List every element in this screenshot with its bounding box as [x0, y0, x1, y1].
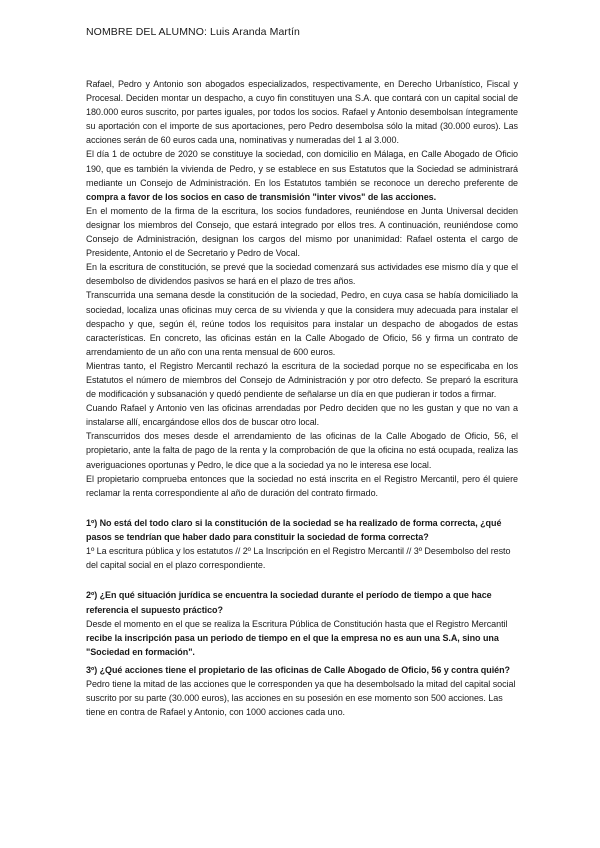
answer-2-bold: recibe la inscripción pasa un periodo de tiempo en el que la empresa no es aun una S.A, sino una "Sociedad en formación".: [86, 632, 499, 657]
question-block-1: [86, 516, 518, 573]
case-paragraph: Mientras tanto, el Registro Mercantil rechazó la escritura de la sociedad porque no se especificaba en los Estatutos el número de miembros del Consejo de Administración y por otro defecto. Se preparó la escritura de modificación y subsanación y quedó pendiente de señalarse un día en que pudieran ir todos a firmar.: [86, 360, 518, 400]
case-paragraph: En la escritura de constitución, se prevé que la sociedad comenzará sus actividades ese mismo día y que el desembolso de dividendos pasivos se hará en el plazo de tres años.: [86, 262, 518, 287]
case-paragraph: Transcurridos dos meses desde el arrendamiento de las oficinas de la Calle Abogado de Oficio, 56, el propietario, ante la falta de pago de la renta y la comprobación de que la oficina no está ocupada, realiza las averiguaciones oportunas y Pedro, le dice que a la sociedad ya no le interesa ese local.: [86, 431, 518, 470]
document-body: [86, 77, 518, 720]
question-3: 3º) ¿Qué acciones tiene el propietario de las oficinas de Calle Abogado de Oficio, 56 y contra quién?: [86, 665, 511, 676]
question-2: 2º) ¿En qué situación jurídica se encuentra la sociedad durante el período de tiempo a que hace referencia el supuesto práctico?: [86, 590, 492, 615]
answer-2: [86, 617, 518, 659]
answer-2-text: Desde el momento en el que se realiza la Escritura Pública de Constitución hasta que el Registro Mercantil: [86, 618, 508, 629]
question-block-2: [86, 588, 518, 659]
case-paragraph-text: El día 1 de octubre de 2020 se constituye la sociedad, con domicilio en Málaga, en Calle Abogado de Oficio 190, que es también la vivienda de Pedro, y se establece en sus Estatutos que la Sociedad se administrará mediante un Consejo de Administración. En los Estatutos también se reconoce un derecho preferente de: [86, 149, 518, 188]
question-block-3: [86, 663, 518, 719]
case-paragraph: El propietario comprueba entonces que la sociedad no está inscrita en el Registro Mercantil, pero él quiere reclamar la renta correspondiente al año de duración del contrato firmado.: [86, 473, 518, 498]
case-paragraph: En el momento de la firma de la escritura, los socios fundadores, reuniéndose en Junta Universal deciden designar los miembros del Consejo, que estará integrado por ellos tres. A continuación, reuniéndose como Consejo de Administración, designan los cargos del mismo por unanimidad: Rafael ostenta el cargo de Presidente, Antonio el de Secretario y Pedro de Vocal.: [86, 205, 518, 259]
answer-3: Pedro tiene la mitad de las acciones que le corresponden ya que ha desembolsado la mitad del capital social suscrito por su parte (30.000 euros), las acciones en su posesión en ese momento son 500 acciones. Las tiene en contra de Rafael y Antonio, con 1000 acciones cada uno.: [86, 679, 516, 718]
case-paragraph: Rafael, Pedro y Antonio son abogados especializados, respectivamente, en Derecho Urbanístico, Fiscal y Procesal. Deciden montar un despacho, a cuyo fin constituyen una S.A. que contará con un capital social de 180.000 euros suscrito, por partes iguales, por todos los socios. Rafael y Antonio desembolsan íntegramente su aportación con el importe de sus aportaciones, pero Pedro desembolsa sólo la mitad (30.000 euros). Las acciones serán de 60 euros cada una, nominativas y numeradas del 1 al 3.000.: [86, 79, 518, 146]
question-1: 1º) No está del todo claro si la constitución de la sociedad se ha realizado de forma correcta, ¿qué pasos se tendrían que haber dado para constituir la sociedad de forma correcta?: [86, 517, 502, 543]
student-name-header: NOMBRE DEL ALUMNO: Luis Aranda Martín: [86, 26, 300, 38]
case-paragraph: Cuando Rafael y Antonio ven las oficinas arrendadas por Pedro deciden que no les gustan y que no van a instalarse allí, encargándose ellos dos de buscar otro local.: [86, 403, 518, 428]
case-paragraph: [86, 147, 518, 203]
case-paragraph: Transcurrida una semana desde la constitución de la sociedad, Pedro, en cuya casa se había domiciliado la sociedad, localiza unas oficinas muy cerca de su vivienda y que la considera muy adecuada para instalar el despacho y que, según él, reúne todos los requisitos para instalar un despacho de abogados de estas características. En concreto, las oficinas están en la Calle Abogado de Oficio, 56 y firma un contrato de arrendamiento de un año con una renta mensual de 600 euros.: [86, 290, 518, 357]
answer-1: 1º La escritura pública y los estatutos // 2º La Inscripción en el Registro Mercantil // 3º Desembolso del resto del capital social en el plazo correspondiente.: [86, 546, 511, 571]
case-paragraph-bold: compra a favor de los socios en caso de transmisión "inter vivos" de las acciones.: [86, 191, 437, 202]
